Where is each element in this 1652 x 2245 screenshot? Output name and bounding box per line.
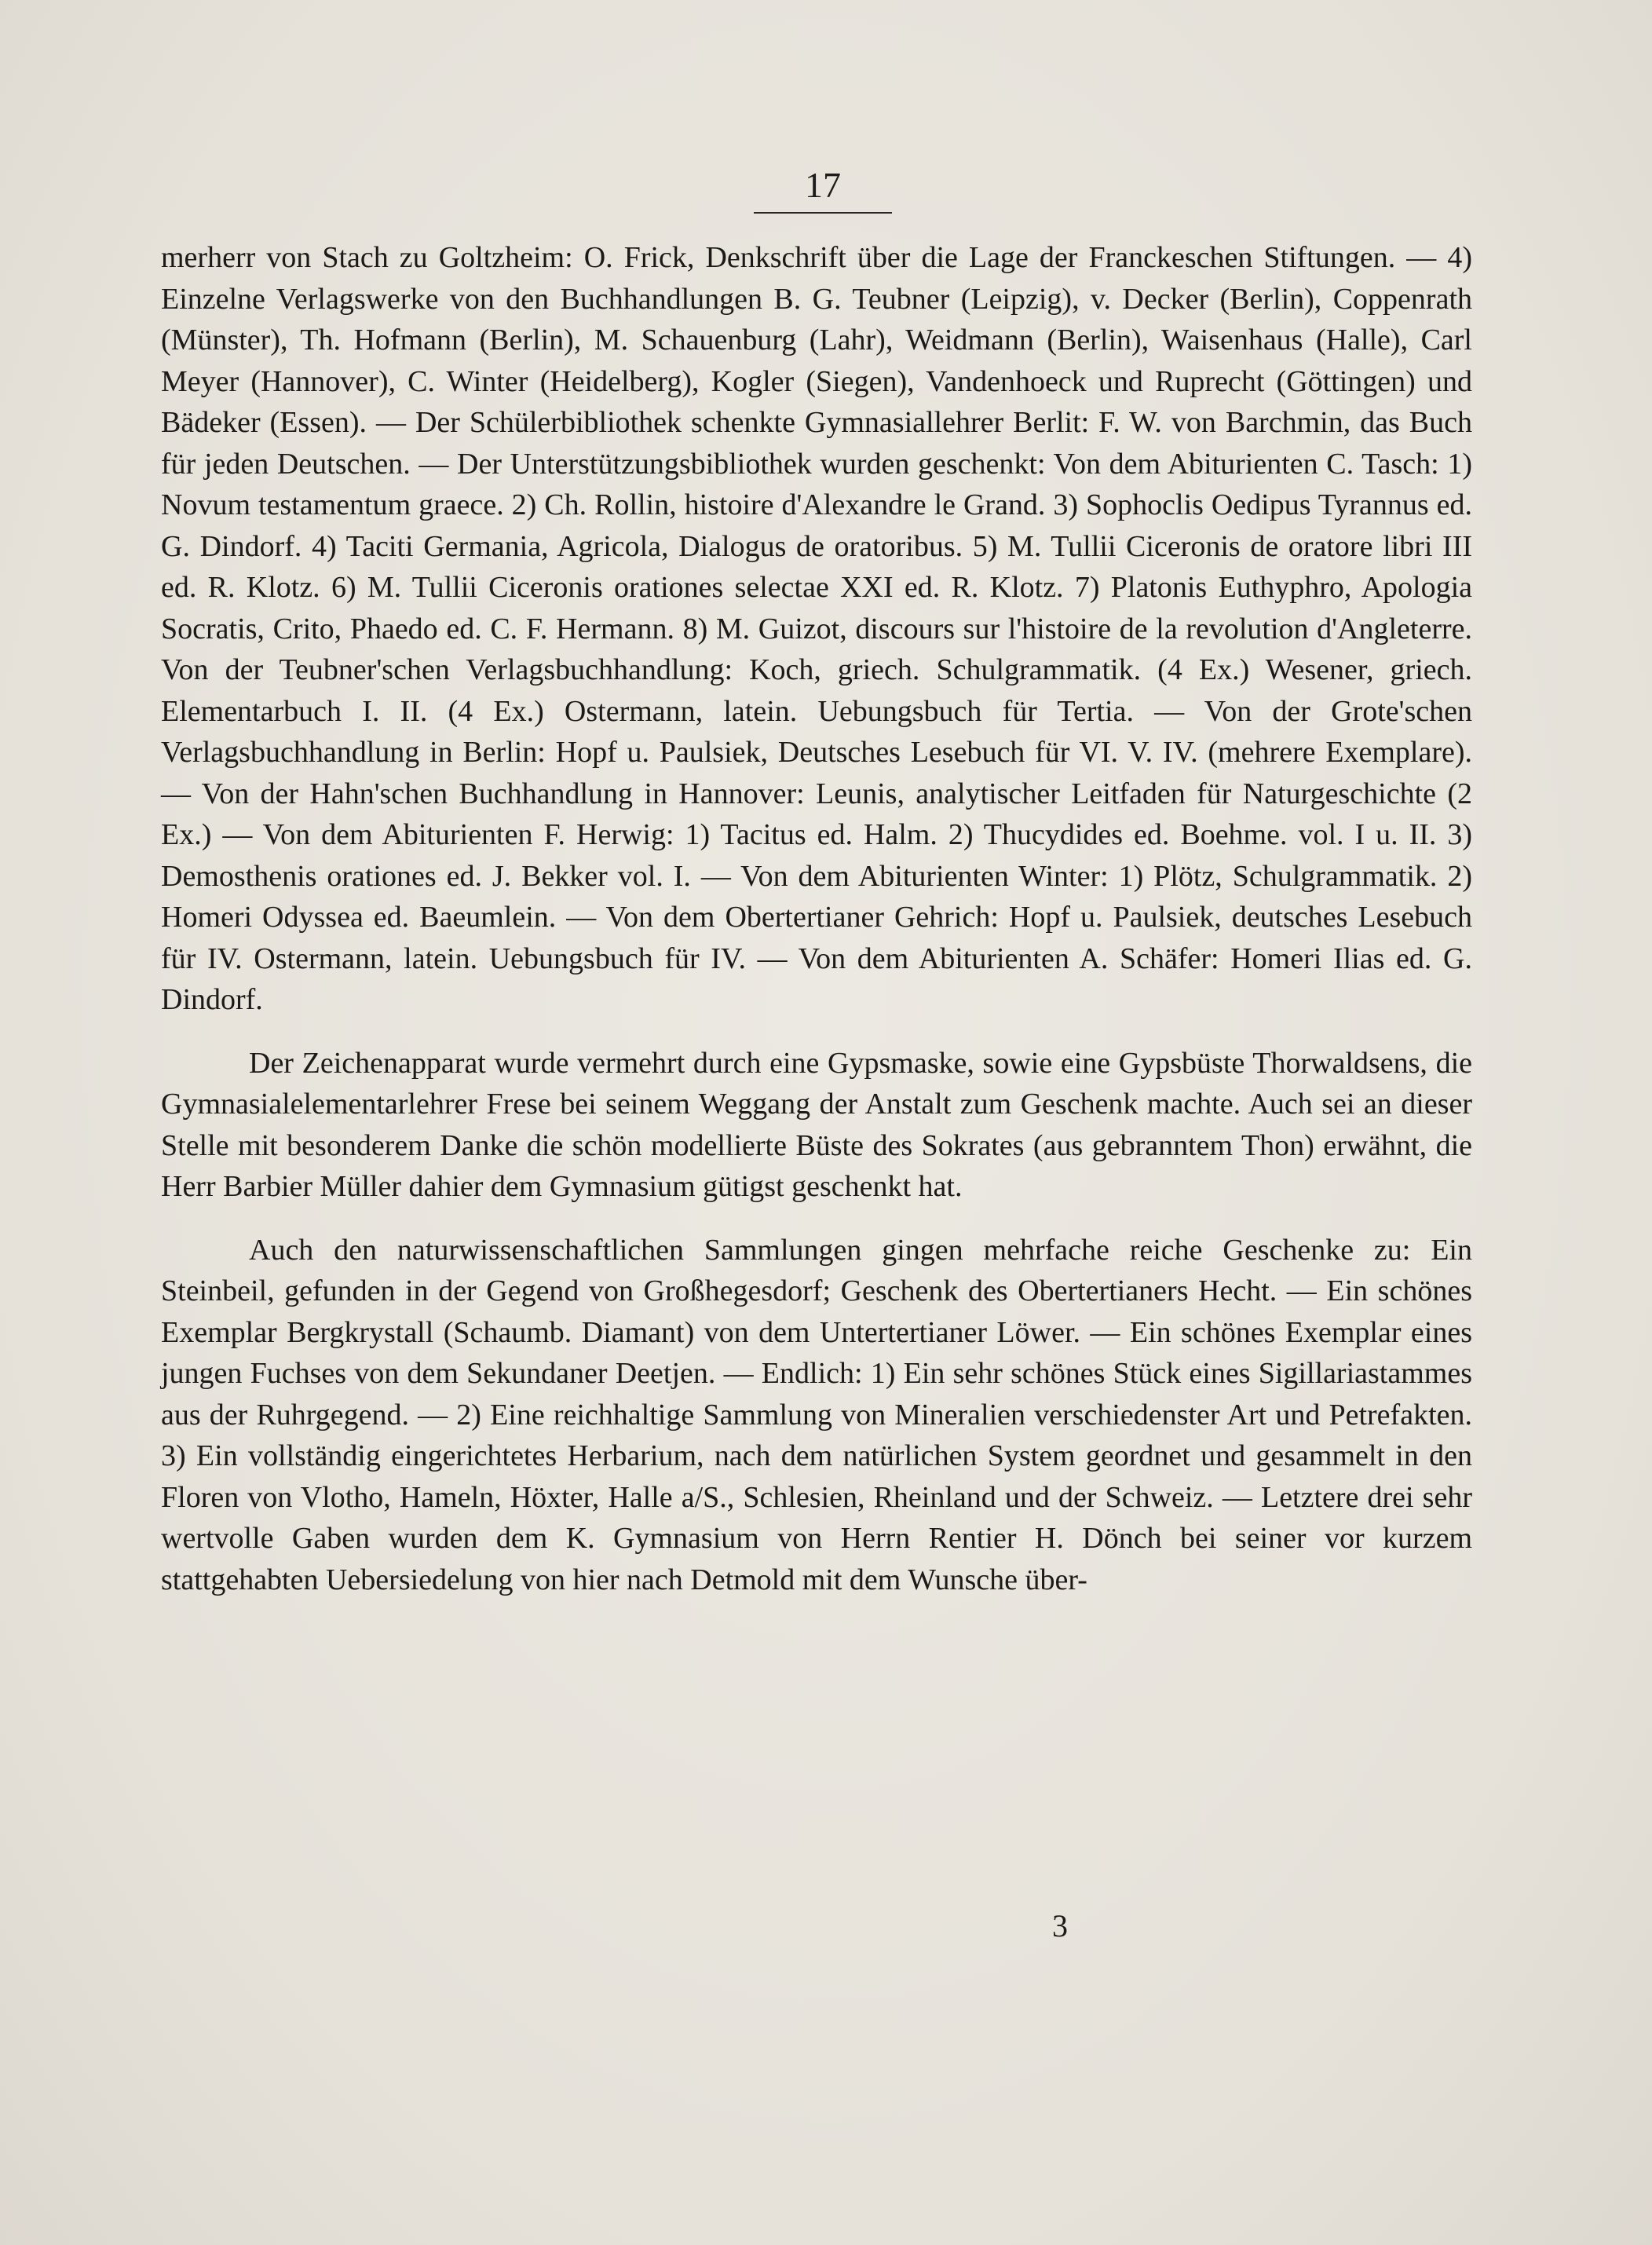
page-number-rule — [754, 212, 892, 214]
body-text — [161, 237, 1472, 1600]
paragraph-drawing-apparatus: Der Zeichenapparat wurde vermehrt durch eine Gypsmaske, sowie eine Gypsbüste Thorwaldsens, die Gymnasialelementarlehrer Frese bei seinem Weggang der Anstalt zum Geschenk machte. Auch sei an dieser Stelle mit besonderem Danke die schön modellierte Büste des Sokrates (aus gebranntem Thon) erwähnt, die Herr Barbier Müller dahier dem Gymnasium gütigst geschenkt hat. — [161, 1046, 1472, 1203]
signature-mark: 3 — [1052, 1908, 1068, 1943]
page-number: 17 — [805, 165, 841, 205]
paragraph-donations-books: merherr von Stach zu Goltzheim: O. Frick, Denkschrift über die Lage der Franckeschen Stiftungen. — 4) Einzelne Verlagswerke von den Buchhandlungen B. G. Teubner (Leipzig), v. Decker (Berlin), Coppenrath (Münster), Th. Hofmann (Berlin), M. Schauenburg (Lahr), Weidmann (Berlin), Waisenhaus (Halle), Carl Meyer (Hannover), C. Winter (Heidelberg), Kogler (Siegen), Vandenhoeck und Ruprecht (Göttingen) und Bädeker (Essen). — Der Schülerbibliothek schenkte Gymnasiallehrer Berlit: F. W. von Barchmin, das Buch für jeden Deutschen. — Der Unterstützungsbibliothek wurden geschenkt: Von dem Abiturienten C. Tasch: 1) Novum testamentum graece. 2) Ch. Rollin, histoire d'Alexandre le Grand. 3) Sophoclis Oedipus Tyrannus ed. G. Dindorf. 4) Taciti Germania, Agricola, Dialogus de oratoribus. 5) M. Tullii Ciceronis de oratore libri III ed. R. Klotz. 6) M. Tullii Ciceronis orationes selectae XXI ed. R. Klotz. 7) Platonis Euthyphro, Apologia Socratis, Crito, Phaedo ed. C. F. Hermann. 8) M. Guizot, discours sur l'histoire de la revolution d'Angleterre. Von der Teubner'schen Verlagsbuchhandlung: Koch, griech. Schulgrammatik. (4 Ex.) Wesener, griech. Elementarbuch I. II. (4 Ex.) Ostermann, latein. Uebungsbuch für Tertia. — Von der Grote'schen Verlagsbuchhandlung in Berlin: Hopf u. Paulsiek, Deutsches Lesebuch für VI. V. IV. (mehrere Exemplare). — Von der Hahn'schen Buchhandlung in Hannover: Leunis, analytischer Leitfaden für Naturgeschichte (2 Ex.) — Von dem Abiturienten F. Herwig: 1) Tacitus ed. Halm. 2) Thucydides ed. Boehme. vol. I u. II. 3) Demosthenis orationes ed. J. Bekker vol. I. — Von dem Abiturienten Winter: 1) Plötz, Schulgrammatik. 2) Homeri Odyssea ed. Baeumlein. — Von dem Obertertianer Gehrich: Hopf u. Paulsiek, deutsches Lesebuch für IV. Ostermann, latein. Uebungsbuch für IV. — Von dem Abiturienten A. Schäfer: Homeri Ilias ed. G. Dindorf. — [161, 241, 1472, 1016]
paragraph-natural-science-collections: Auch den naturwissenschaftlichen Sammlungen gingen mehrfache reiche Geschenke zu: Ein Steinbeil, gefunden in der Gegend von Großhegesdorf; Geschenk des Obertertianers Hecht. — Ein schönes Exemplar Bergkrystall (Schaumb. Diamant) von dem Untertertianer Löwer. — Ein schönes Exemplar eines jungen Fuchses von dem Sekundaner Deetjen. — Endlich: 1) Ein sehr schönes Stück eines Sigillariastammes aus der Ruhrgegend. — 2) Eine reichhaltige Sammlung von Mineralien verschiedenster Art und Petrefakten. 3) Ein vollständig eingerichtetes Herbarium, nach dem natürlichen System geordnet und gesammelt in den Floren von Vlotho, Hameln, Höxter, Halle a/S., Schlesien, Rheinland und der Schweiz. — Letztere drei sehr wertvolle Gaben wurden dem K. Gymnasium von Herrn Rentier H. Dönch bei seiner vor kurzem stattgehabten Uebersiedelung von hier nach Detmold mit dem Wunsche über- — [161, 1233, 1472, 1596]
